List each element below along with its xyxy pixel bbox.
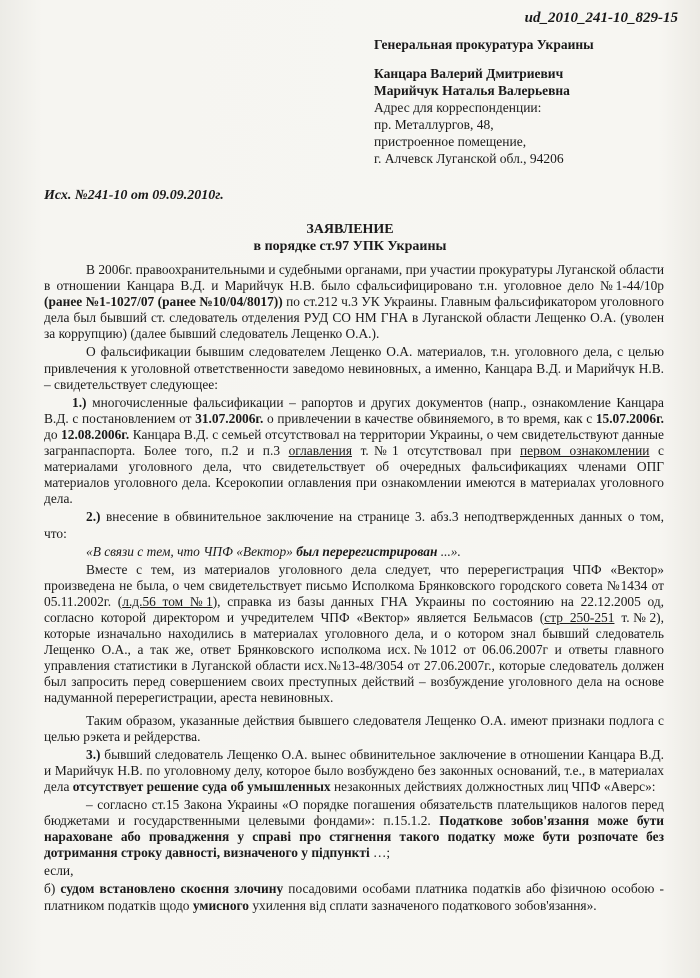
- p8-text-a: бывший следователь Лещенко О.А. вынес обвинительное заключение в отношении Канцара В.Д. и Марийчук Н.В. по уголовному делу, которое было возбуждено без законных оснований, т.е., в материалах дела: [44, 746, 664, 794]
- p9-text-b: Податкове зобов'язання може бути нараховане або провадження у справі про стягнення такого податку може бути розпочате без дотримання строку давності, визначеного у підпункті: [44, 813, 664, 861]
- p5-text-b: был перерегистрирован: [296, 543, 438, 559]
- paragraph-11: [44, 881, 664, 913]
- address-line-3: г. Алчевск Луганской обл., 94206: [374, 151, 564, 166]
- document-title: ЗАЯВЛЕНИЕ: [306, 222, 394, 237]
- p8-text-b: отсутствует решение суда об умышленных: [72, 778, 331, 794]
- p3-date-2: 15.07.2006г.: [595, 410, 664, 426]
- p9-text-a: – согласно ст.15 Закона Украины «О порядке погашения обязательств плательщиков налогов перед бюджетами и государственными целевыми фондами»: п.15.1.2.: [44, 797, 664, 829]
- paragraph-9: [44, 797, 664, 861]
- document-body: [44, 262, 664, 916]
- p3-text-c: до: [44, 426, 62, 442]
- paragraph-4: [44, 509, 664, 541]
- address-line-1: пр. Металлургов, 48,: [374, 117, 494, 132]
- p1-case-number: (ранее №1-1027/07 (ранее №10/04/8017)): [44, 294, 283, 310]
- p6-ref-2: стр 250-251: [544, 609, 615, 625]
- p1-text-a: В 2006г. правоохранительными и судебными органами, при участии прокуратуры Луганской области в отношении Канцара В.Д. и Марийчук Н.В. было сфальсифицировано т.н. уголовное дело №1-44/10р: [44, 262, 664, 294]
- document-subtitle: в порядке ст.97 УПК Украины: [253, 239, 447, 254]
- p8-number: 3.): [86, 746, 101, 762]
- paragraph-7: Таким образом, указанные действия бывшего следователя Лещенко О.А. имеют признаки подлога с целью рэкета и рейдерства.: [44, 712, 664, 744]
- p3-date-1: 31.07.2006г.: [195, 410, 264, 426]
- paragraph-1: [44, 262, 664, 342]
- p5-text-c: ...».: [437, 543, 461, 559]
- p11-text-c: посадовими особами платника податків або фізичною особою - платником податків щодо: [44, 881, 664, 913]
- paragraph-2: О фальсификации бывшим следователем Лещенко О.А. материалов, т.н. уголовного дела, с целью привлечения к уголовной ответственности заведомо невиновных, а именно, Канцара В.Д. и Марийчук Н.В. – свидетельствует следующее:: [44, 344, 664, 392]
- p3-date-3: 12.08.2006г.: [61, 426, 130, 442]
- p11-text-d: умисного: [192, 897, 249, 913]
- p3-text-d: Канцара В.Д. с семьей отсутствовал на территории Украины, о чем свидетельствуют данные загранпаспорта. Более того, п.2 и п.3: [44, 426, 664, 459]
- p3-text-f: с материалами уголовного дела, что свидетельствует об очередных фальсификациях членами ОПГ материалов уголовного дела. Ксерокопии оглавления при ознакомлении имеются в материалах уголовного дела.: [44, 443, 664, 507]
- p3-text-a: многочисленные фальсификации – рапортов и других документов (напр., ознакомление Канцара В.Д. с постановлением от: [44, 394, 664, 426]
- p4-text-a: внесение в обвинительное заключение на странице 3. абз.3 неподтвержденных данных о том, что:: [44, 509, 664, 541]
- p4-number: 2.): [86, 509, 101, 525]
- p3-text-e: т.№1 отсутствовал при: [352, 443, 520, 459]
- p6-ref-1: л.д.56 том №1: [122, 593, 213, 609]
- p1-text-c: по ст.212 ч.3 УК Украины. Главным фальсификатором уголовного дела был бывший ст. следователь отделения РУД СО НМ ГНА в Луганской области Лещенко О.А. (уволен за коррупцию) (далее бывший следователь Лещенко О.А.).: [44, 294, 664, 342]
- addressee-org: Генеральная прокуратура Украины: [374, 37, 594, 52]
- paragraph-5-quote: [44, 544, 664, 560]
- p3-underlined-1: оглавления: [288, 443, 352, 459]
- outgoing-number: Исх. №241-10 от 09.09.2010г.: [44, 188, 224, 203]
- paragraph-6: [44, 562, 664, 707]
- addressee-block: [374, 36, 684, 167]
- document-id: ud_2010_241-10_829-15: [524, 10, 678, 26]
- address-line-2: пристроенное помещение,: [374, 134, 527, 149]
- paragraph-10: если,: [44, 863, 74, 879]
- p3-text-b: о привлечении в качестве обвиняемого, в то время, как с: [263, 410, 596, 426]
- paragraph-3: [44, 395, 664, 508]
- p6-text-c: т.№2), которые изначально находились в материалах уголовного дела, и о котором знал бывший следователь Лещенко О.А., а так же, ответ Брянковского исполкома исх.№1012 от 06.06.2007г и ответы главного управления статистики в Луганской области исх.№13-48/3054 от 27.06.2007г., которые следователь должен был запросить перед совершением своих преступных действий – возбуждение уголовного дела на основе надуманной перерегистрации, ареста невиновных.: [44, 609, 664, 706]
- sender-name-2: Марийчук Наталья Валерьевна: [374, 83, 570, 98]
- p3-number: 1.): [72, 394, 87, 410]
- p5-text-a: «В связи с тем, что ЧПФ «Вектор»: [86, 543, 297, 559]
- p6-text-b: ), справка из базы данных ГНА Украины по состоянию на 22.12.2005 од, согласно которой директором и учредителем ЧПФ «Вектор» является Бельмасов (: [44, 593, 665, 625]
- paragraph-8: [44, 747, 664, 795]
- p11-text-a: б): [44, 881, 61, 897]
- p11-text-b: судом встановлено скоєння злочину: [60, 881, 284, 897]
- p3-underlined-2: первом ознакомлении: [520, 443, 650, 459]
- p6-text-a: Вместе с тем, из материалов уголовного дела следует, что перерегистрация ЧПФ «Вектор» произведена не была, о чем свидетельствует письмо Исполкома Брянковского городского совета №1434 от 05.11.2002г. (: [44, 561, 664, 609]
- p8-text-c: незаконных действиях должностных лиц ЧПФ «Аверс»:: [330, 778, 656, 794]
- address-label: Адрес для корреспонденции:: [374, 100, 542, 115]
- p9-text-c: …;: [369, 845, 391, 861]
- sender-name-1: Канцара Валерий Дмитриевич: [374, 66, 564, 81]
- p11-text-e: ухилення від сплати зазначеного податкового зобов'язання».: [248, 897, 597, 913]
